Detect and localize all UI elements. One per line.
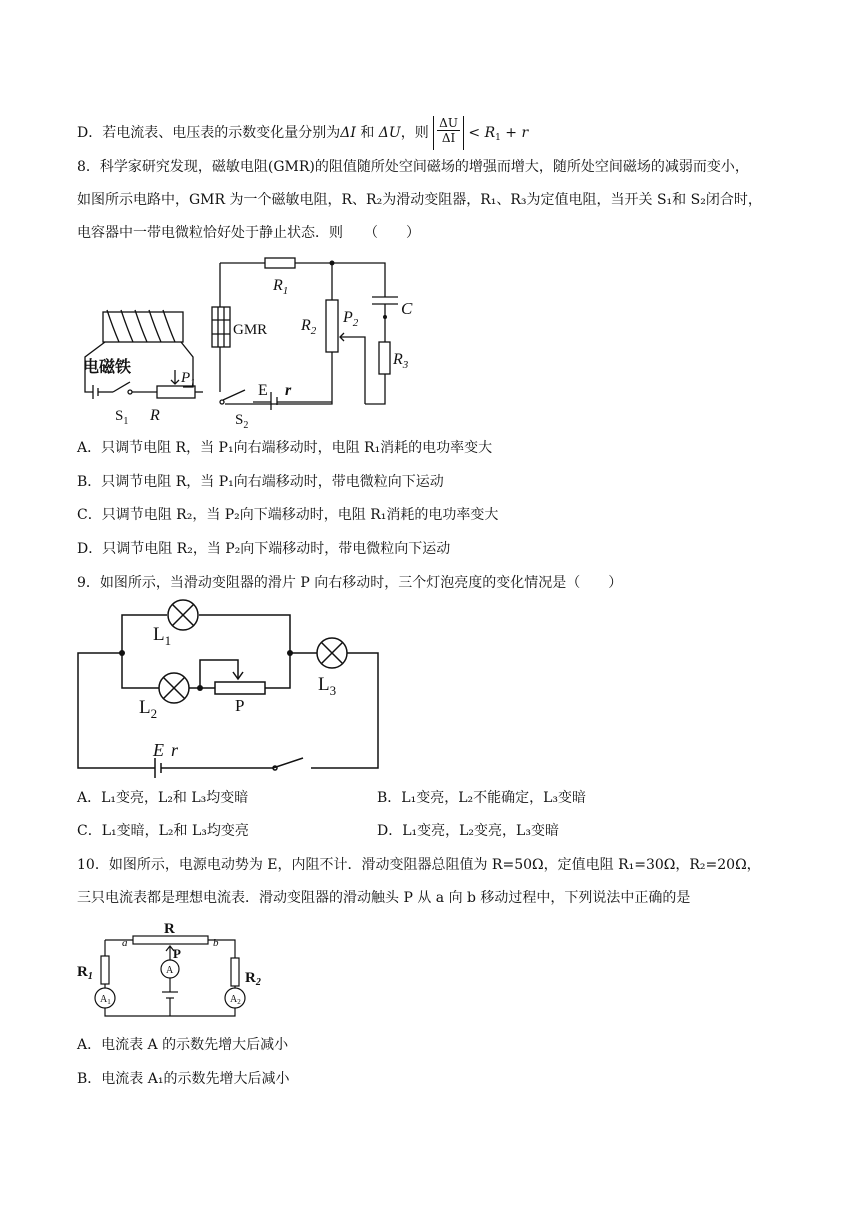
svg-text:L3	[318, 674, 336, 698]
q9-option-c: C．L₁变暗，L₂和 L₃均变亮	[77, 823, 249, 839]
then-text: ，则	[400, 125, 429, 141]
q10-fig-r: R	[164, 921, 175, 937]
q9-fig-e: E	[153, 740, 164, 760]
q8-fig-r3: R	[393, 351, 403, 368]
q8-fig-magnet: 电磁铁	[83, 359, 132, 376]
q7-option-d	[77, 116, 528, 150]
q9-fig-l3-sub: 3	[329, 683, 337, 698]
q8-option-d: D．只调节电阻 R₂，当 P₂向下端移动时，带电微粒向下运动	[77, 541, 451, 557]
q8-fig-r2-sub: 2	[310, 325, 317, 337]
svg-text:R3	[392, 351, 409, 371]
q8-option-b: B．只调节电阻 R，当 P₁向右端移动时，带电微粒向下运动	[77, 474, 444, 490]
q9-option-b: B．L₁变亮，L₂不能确定，L₃变暗	[377, 790, 587, 806]
svg-text:R1	[77, 964, 93, 982]
q10-fig-r1: R	[77, 964, 88, 980]
q8-stem-line1: 8．科学家研究发现，磁敏电阻(GMR)的阻值随所处空间磁场的增强而增大，随所处空间磁场的减弱而变小，	[77, 159, 749, 175]
q10-fig-ammeter-a: A	[166, 965, 174, 976]
q8-fig-c: C	[401, 299, 413, 318]
q8-fig-gmr: GMR	[233, 322, 268, 338]
q10-fig-p: P	[173, 946, 181, 961]
fraction	[437, 116, 460, 145]
q8-fig-p2-sub: 2	[352, 317, 359, 329]
q8-stem-line2: 如图所示电路中，GMR 为一个磁敏电阻，R、R₂为滑动变阻器，R₁、R₃为定值电阻，当开关 S₁和 S₂闭合时，	[77, 192, 762, 208]
q10-option-a: A．电流表 A 的示数先增大后减小	[77, 1037, 289, 1053]
q8-fig-s2-sub: 2	[243, 420, 249, 431]
inequality-rhs-sub: 1	[495, 133, 501, 143]
q8-fig-p2: P	[343, 309, 353, 326]
q10-fig-b: b	[213, 937, 219, 949]
q9-fig-r: r	[171, 740, 179, 760]
and-text: 和	[355, 125, 379, 141]
q8-fig-r3-sub: 3	[402, 359, 409, 371]
q8-fig-r2: R	[301, 317, 311, 334]
q8-fig-r1: R	[273, 277, 283, 294]
q9-fig-l3: L	[318, 674, 330, 695]
q9-fig-l2-sub: 2	[150, 706, 158, 721]
fraction-denominator: ΔI	[441, 131, 456, 145]
svg-text:L2	[139, 697, 157, 721]
q10-option-b: B．电流表 A₁的示数先增大后减小	[77, 1071, 290, 1087]
svg-text:S2	[235, 412, 248, 431]
svg-text:A1	[100, 994, 111, 1006]
q8-fig-e: E	[258, 382, 268, 399]
svg-text:S1	[115, 408, 128, 427]
abs-fraction	[433, 116, 464, 150]
q8-option-a: A．只调节电阻 R，当 P₁向右端移动时，电阻 R₁消耗的电功率变大	[77, 440, 493, 456]
q10-fig-ammeter-a1-sub: 1	[107, 998, 111, 1006]
q10-circuit-figure	[75, 918, 275, 1023]
q8-fig-p1: P	[181, 370, 191, 386]
q8-option-c: C．只调节电阻 R₂，当 P₂向下端移动时，电阻 R₁消耗的电功率变大	[77, 507, 499, 523]
q8-fig-s1: S	[115, 408, 124, 424]
q8-fig-p1-sub: 1	[190, 378, 196, 389]
q10-stem-line2: 三只电流表都是理想电流表．滑动变阻器的滑动触头 P 从 a 向 b 移动过程中，下列说法中正确的是	[77, 890, 691, 906]
fraction-numerator: ΔU	[439, 116, 458, 130]
inequality-rhs: < R	[468, 125, 496, 141]
q8-stem-line3: 电容器中一带电微粒恰好处于静止状态．则 （ ）	[77, 225, 420, 241]
q10-fig-r2-sub: 2	[255, 977, 261, 988]
inequality-rhs-tail: + r	[500, 125, 529, 141]
q10-fig-ammeter-a2: A	[230, 994, 238, 1005]
q10-fig-r1-sub: 1	[87, 971, 93, 982]
q9-stem: 9．如图所示，当滑动变阻器的滑片 P 向右移动时，三个灯泡亮度的变化情况是（ ）	[77, 575, 623, 591]
q8-fig-r: R	[150, 407, 160, 424]
q9-fig-l2: L	[139, 697, 151, 718]
q8-fig-s1-sub: 1	[123, 416, 129, 427]
q8-fig-r1-sub: 1	[282, 285, 289, 297]
q10-fig-ammeter-a2-sub: 2	[237, 998, 241, 1006]
q9-circuit-figure	[75, 598, 385, 776]
delta-i: ΔI	[340, 125, 356, 141]
q8-circuit-figure	[75, 252, 435, 432]
q10-fig-a: a	[122, 937, 128, 949]
q10-stem-line1: 10．如图所示，电源电动势为 E，内阻不计．滑动变阻器总阻值为 R=50Ω，定值电阻 R₁=30Ω，R₂=20Ω，	[77, 857, 761, 873]
q10-fig-r2: R	[245, 970, 256, 986]
q9-fig-l1: L	[153, 624, 165, 645]
svg-text:R2	[245, 970, 261, 988]
q9-fig-p: P	[235, 696, 245, 715]
q9-option-d: D．L₁变亮，L₂变亮，L₃变暗	[377, 823, 559, 839]
svg-text:R2	[300, 317, 317, 337]
svg-text:R1	[272, 277, 288, 297]
q8-fig-s2: S	[235, 412, 244, 428]
q8-fig-r-internal: r	[285, 382, 292, 399]
svg-text:P2	[342, 309, 359, 329]
q7-option-d-prefix: D．若电流表、电压表的示数变化量分别为	[77, 125, 341, 141]
q9-fig-l1-sub: 1	[164, 633, 172, 648]
svg-text:A2	[230, 994, 241, 1006]
svg-text:L1	[153, 624, 171, 648]
q9-option-a: A．L₁变亮，L₂和 L₃均变暗	[77, 790, 249, 806]
q10-fig-ammeter-a1: A	[100, 994, 108, 1005]
delta-u: ΔU	[378, 125, 401, 141]
